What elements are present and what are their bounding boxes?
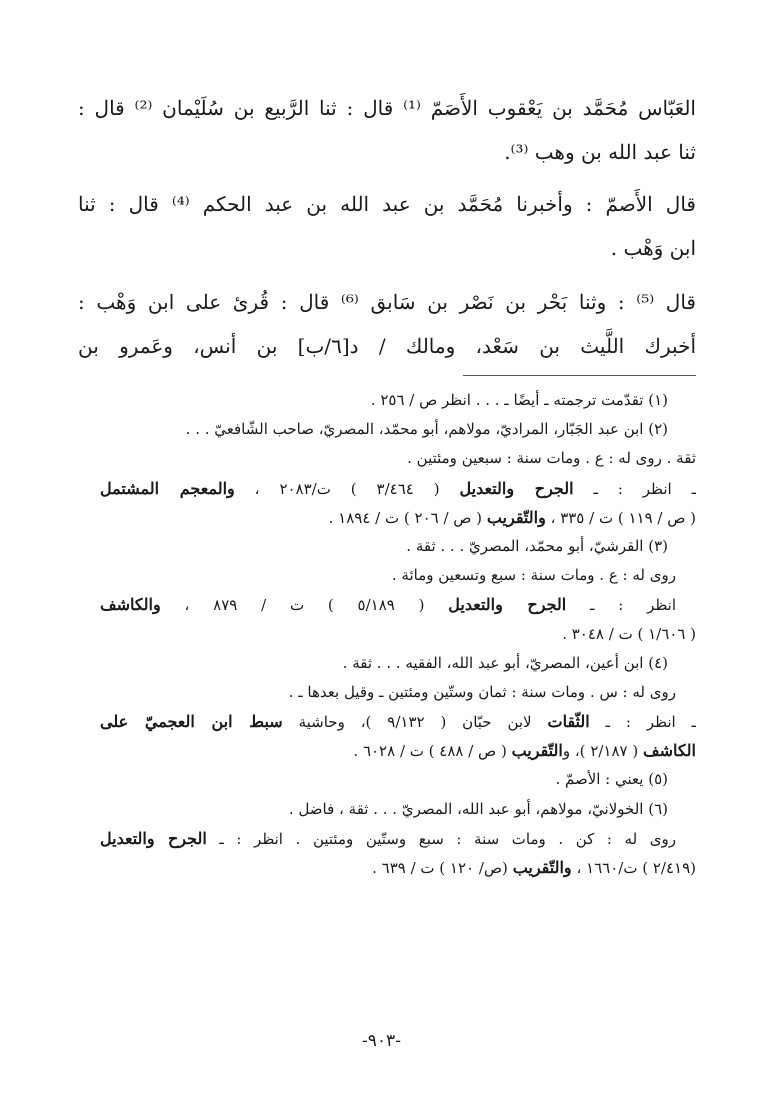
- book-title: الجرح والتعديل: [448, 595, 567, 615]
- main-text-line: العَبّاس مُحَمَّد بن يَعْقوب الأَصَمّ ⁽¹⁾ قال : ثنا الرَّبيع بن سُلَيْمان ⁽²⁾ قال :: [78, 96, 696, 120]
- footnote-3-line: ( ١/٦٠٦ ) ت / ٣٠٤٨ .: [562, 624, 696, 643]
- footnote-2-line: ـ انظر : ـ الجرح والتعديل ( ٣/٤٦٤ ) ت/٢٠٨٣ ، والمعجم المشتمل: [100, 478, 696, 498]
- footnote-6-line: (٢/٤١٩ ) ت/١٦٦٠ ، والتّقريب (ص/ ١٢٠ ) ت / ٦٣٩ .: [372, 858, 696, 877]
- page-number: -٩٠٣-: [362, 1031, 401, 1051]
- footnote-1: (١) تقدّمت ترجمته ـ أيضًا ـ . . . انظر ص / ٢٥٦ .: [370, 391, 668, 409]
- footnote-2: (٢) ابن عبد الجَبّار، المراديّ، مولاهم، أبو محمّد، المصريّ، صاحب الشّافعيّ . . .: [185, 420, 668, 439]
- main-text-line: أخبرك اللَّيث بن سَعْد، ومالك / د[٦/ب] بن أنس، وعَمرو بن: [78, 334, 696, 358]
- book-title: الجرح والتعديل: [459, 478, 574, 498]
- footnote-4-line: ـ انظر : ـ الثّقات لابن حبّان ( ٩/١٣٢ )، وحاشية سبط ابن العجميّ على: [100, 712, 696, 732]
- footnote-3-line: انظر : ـ الجرح والتعديل ( ٥/١٨٩ ) ت / ٨٧٩ ، والكاشف: [100, 595, 676, 615]
- main-text-line: ابن وَهْب .: [610, 236, 696, 260]
- main-paragraph-1: [78, 86, 696, 174]
- book-title: الكاشف: [643, 741, 696, 761]
- main-text-line: قال الأَصمّ : وأخبرنا مُحَمَّد بن عبد الله بن عبد الحكم ⁽⁴⁾ قال : ثنا: [78, 192, 696, 216]
- book-title: والتّقريب: [512, 858, 572, 877]
- footnote-4-line: الكاشف ( ٢/١٨٧ )، والتّقريب ( ص / ٤٨٨ ) ت / ٦٠٢٨ .: [353, 741, 696, 761]
- footnote-2-line: ( ص / ١١٩ ) ت / ٣٣٥ ، والتّقريب ( ص / ٢٠٦ ) ت / ١٨٩٤ .: [328, 507, 696, 527]
- book-title: سبط ابن العجميّ على: [100, 712, 283, 732]
- book-title: والمعجم المشتمل: [100, 478, 235, 498]
- footnote-4-line: روى له : س . ومات سنة : ثمان وستّين ومئتين ـ وقيل بعدها ـ .: [288, 682, 676, 701]
- footnote-4: (٤) ابن أعين، المصريّ، أبو عبد الله، الفقيه . . . ثقة .: [342, 653, 668, 672]
- footnote-5: (٥) يعني : الأصمّ .: [555, 770, 668, 789]
- book-title: التّقريب: [511, 741, 563, 761]
- footnote-separator: [463, 375, 696, 376]
- footnote-2-line: ثقة . روى له : ع . ومات سنة : سبعين ومئتين .: [407, 449, 696, 468]
- main-paragraph-2: [78, 182, 696, 270]
- main-text-line: ثنا عبد الله بن وهب ⁽³⁾.: [504, 140, 696, 164]
- book-title: والتّقريب: [486, 507, 546, 527]
- main-paragraph-3: [78, 280, 696, 368]
- footnote-3: (٣) القرشيّ، أبو محمّد، المصريّ . . . ثقة .: [406, 536, 668, 555]
- footnote-6-line: روى له : كن . ومات سنة : سبع وستّين ومئتين . انظر : ـ الجرح والتعديل: [100, 828, 676, 848]
- book-title: الثّقات: [547, 712, 590, 732]
- main-text-line: قال ⁽⁵⁾ : وثنا بَحْر بن نَصْر بن سَابق ⁽⁶⁾ قال : قُرئ على ابن وَهْب :: [78, 290, 696, 314]
- footnote-6: (٦) الخولانيّ، مولاهم، أبو عبد الله، المصريّ . . . ثقة ، فاضل .: [288, 799, 668, 818]
- footnote-3-line: روى له : ع . ومات سنة : سبع وتسعين ومائة .: [391, 566, 676, 585]
- book-title: الجرح والتعديل: [100, 828, 207, 848]
- book-title: والكاشف: [100, 595, 161, 615]
- footnotes: [100, 386, 696, 882]
